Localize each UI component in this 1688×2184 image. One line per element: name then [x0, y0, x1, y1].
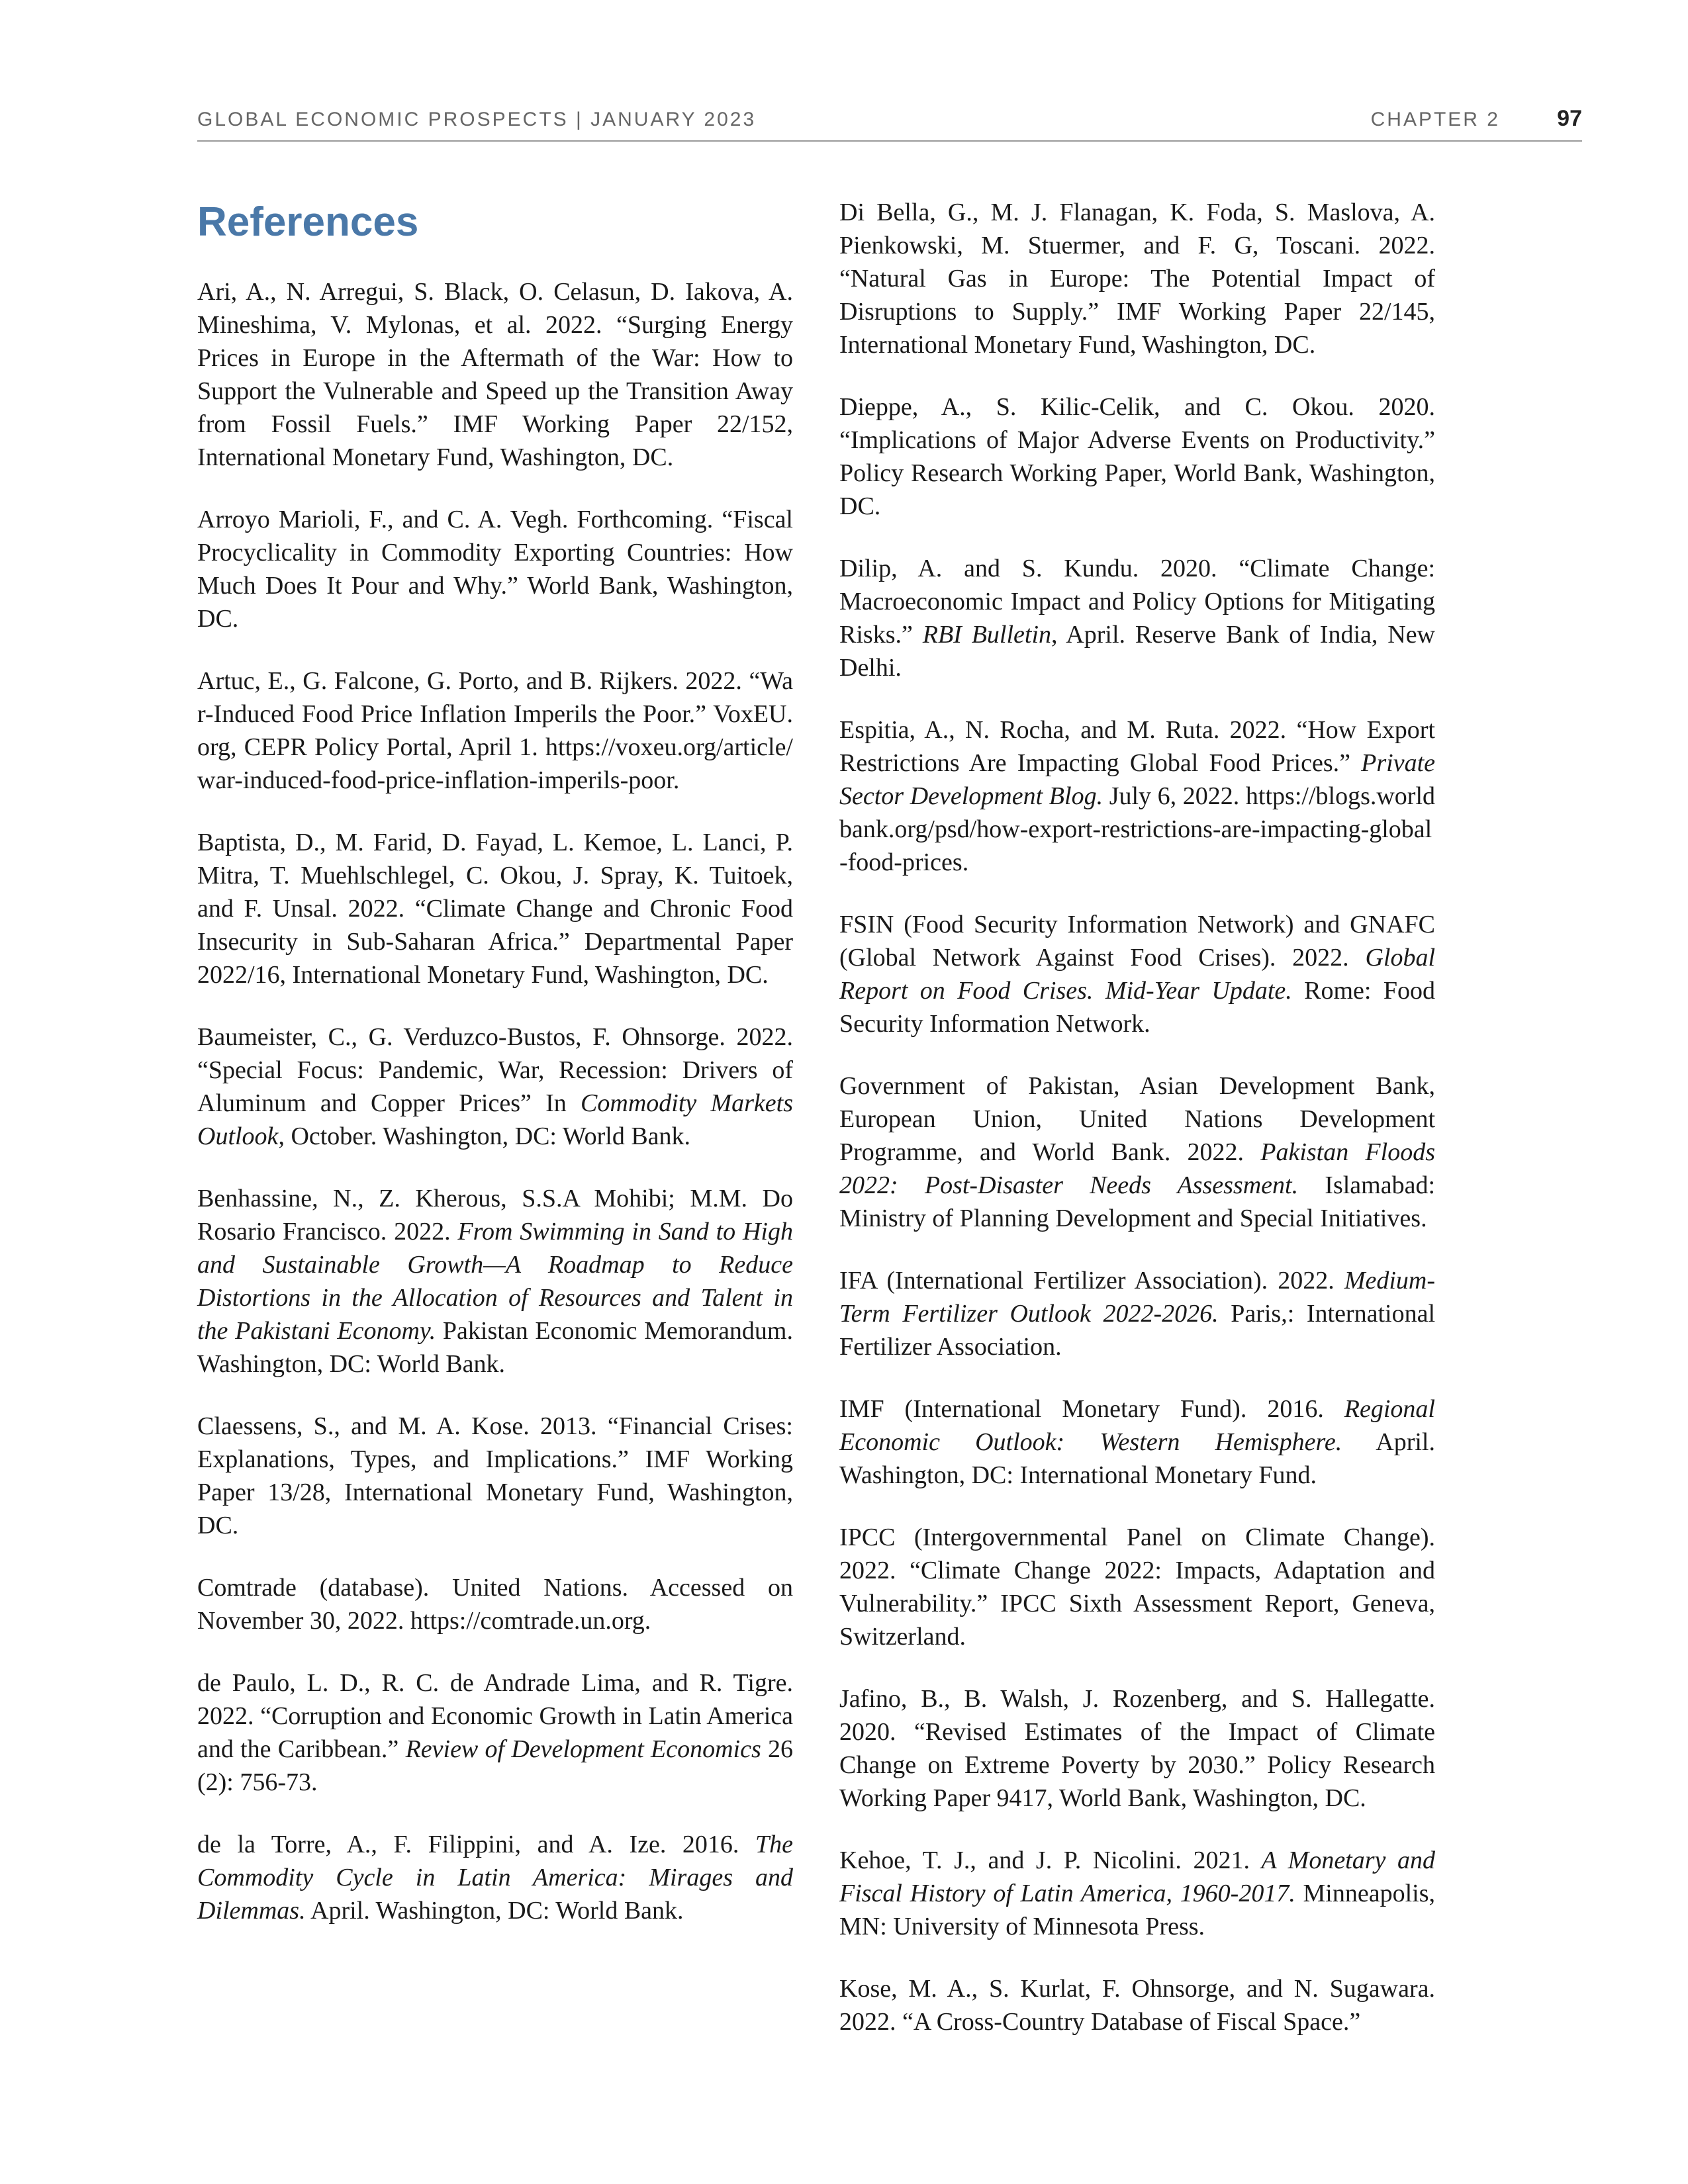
- reference-item: [839, 908, 1435, 1040]
- reference-text: Arroyo Marioli, F., and C. A. Vegh. Forthcoming. “Fiscal Procyclicality in Commodity Exporting Countries: How Much Does It Pour and Why.” World Bank, Washington, DC.: [197, 506, 793, 633]
- reference-item: [197, 1666, 793, 1799]
- reference-text: Kose, M. A., S. Kurlat, F. Ohnsorge, and N. Sugawara. 2022. “A Cross-Country Database of Fiscal Space.”: [839, 1975, 1435, 2036]
- reference-item: [839, 196, 1435, 361]
- section-title: References: [197, 199, 419, 245]
- reference-text: de Paulo, L. D., R. C. de Andrade Lima, and R. Tigre. 2022. “Corruption and Economic Growth in Latin America and the Caribbean.”: [197, 1669, 793, 1763]
- reference-text: April. Washington, DC: World Bank.: [305, 1897, 684, 1925]
- reference-title-italic: From Swimming in Sand to High and Sustainable Growth—A Roadmap to Reduce Distortions in the Allocation of Resources and Talent in the Pakistani Economy.: [197, 1218, 793, 1345]
- reference-text: Baumeister, C., G. Verduzco-Bustos, F. Ohnsorge. 2022. “Special Focus: Pandemic, War, Recession: Drivers of Aluminum and Copper Prices” In: [197, 1023, 793, 1117]
- reference-title-italic: RBI Bulletin: [922, 621, 1052, 649]
- reference-text: IMF (International Monetary Fund). 2016.: [839, 1395, 1344, 1423]
- reference-item: [197, 1571, 793, 1637]
- reference-text: Artuc, E., G. Falcone, G. Porto, and B. Rijkers. 2022. “War-Induced Food Price Inflation Imperils the Poor.” VoxEU.org, CEPR Policy Portal, April 1. https://voxeu.org/article/war-induced-food-price-inflation-imperils-poor.: [197, 667, 793, 794]
- running-header: [197, 106, 1582, 142]
- reference-item: [839, 713, 1435, 879]
- right-column: [839, 196, 1435, 2068]
- reference-text: Jafino, B., B. Walsh, J. Rozenberg, and S. Hallegatte. 2020. “Revised Estimates of the Impact of Climate Change on Extreme Poverty by 2030.” Policy Research Working Paper 9417, World Bank, Washington, DC.: [839, 1685, 1435, 1812]
- reference-item: [197, 1021, 793, 1153]
- reference-text: Minneapolis, MN: University of Minnesota Press.: [839, 1880, 1435, 1940]
- reference-title-italic: The Commodity Cycle in Latin America: Mirages and Dilemmas.: [197, 1831, 793, 1925]
- reference-text: Benhassine, N., Z. Kherous, S.S.A Mohibi; M.M. Do Rosario Francisco. 2022.: [197, 1185, 793, 1246]
- reference-item: [197, 1828, 793, 1927]
- page-number: 97: [1557, 106, 1582, 131]
- reference-text: IPCC (Intergovernmental Panel on Climate Change). 2022. “Climate Change 2022: Impacts, Adaptation and Vulnerability.” IPCC Sixth Assessment Report, Geneva, Switzerland.: [839, 1524, 1435, 1651]
- reference-item: [839, 552, 1435, 684]
- reference-item: [839, 390, 1435, 523]
- reference-item: [197, 1410, 793, 1542]
- reference-title-italic: Regional Economic Outlook: Western Hemisphere.: [839, 1395, 1435, 1456]
- reference-item: [197, 275, 793, 474]
- reference-title-italic: Global Report on Food Crises. Mid-Year Update.: [839, 944, 1435, 1005]
- reference-text: Di Bella, G., M. J. Flanagan, K. Foda, S. Maslova, A. Pienkowski, M. Stuermer, and F. G, Toscani. 2022. “Natural Gas in Europe: The Potential Impact of Disruptions to Supply.” IMF Working Paper 22/145, International Monetary Fund, Washington, DC.: [839, 199, 1435, 359]
- reference-item: [839, 1844, 1435, 1943]
- reference-item: [839, 1069, 1435, 1235]
- reference-text: July 6, 2022. https://blogs.worldbank.org/psd/how-export-restrictions-are-impacting-global-food-prices.: [839, 782, 1436, 876]
- reference-text: Rome: Food Security Information Network.: [839, 977, 1435, 1038]
- chapter-label: CHAPTER 2: [1370, 109, 1500, 130]
- reference-text: Pakistan Economic Memorandum. Washington, DC: World Bank.: [197, 1317, 793, 1378]
- reference-item: [197, 1182, 793, 1381]
- reference-text: 26 (2): 756-73.: [197, 1735, 794, 1796]
- reference-item: [839, 1521, 1435, 1653]
- publication-title: GLOBAL ECONOMIC PROSPECTS | JANUARY 2023: [197, 109, 757, 130]
- reference-item: [839, 1392, 1435, 1492]
- reference-title-italic: Medium-Term Fertilizer Outlook 2022-2026.: [839, 1267, 1435, 1328]
- reference-title-italic: Pakistan Floods 2022: Post-Disaster Needs Assessment.: [839, 1138, 1435, 1199]
- reference-title-italic: A Monetary and Fiscal History of Latin America, 1960-2017.: [839, 1846, 1435, 1907]
- reference-text: , October. Washington, DC: World Bank.: [278, 1122, 691, 1150]
- reference-item: [839, 1972, 1435, 2038]
- reference-text: IFA (International Fertilizer Association). 2022.: [839, 1267, 1344, 1295]
- reference-text: Dilip, A. and S. Kundu. 2020. “Climate Change: Macroeconomic Impact and Policy Options for Mitigating Risks.”: [839, 555, 1435, 649]
- reference-text: Baptista, D., M. Farid, D. Fayad, L. Kemoe, L. Lanci, P. Mitra, T. Muehlschlegel, C. Okou, J. Spray, K. Tuitoek, and F. Unsal. 2022. “Climate Change and Chronic Food Insecurity in Sub-Saharan Africa.” Departmental Paper 2022/16, International Monetary Fund, Washington, DC.: [197, 829, 793, 989]
- reference-text: April. Washington, DC: International Monetary Fund.: [839, 1428, 1435, 1489]
- reference-text: Espitia, A., N. Rocha, and M. Ruta. 2022. “How Export Restrictions Are Impacting Global Food Prices.”: [839, 716, 1435, 777]
- reference-item: [197, 503, 793, 635]
- reference-text: de la Torre, A., F. Filippini, and A. Ize. 2016.: [197, 1831, 755, 1858]
- reference-title-italic: Review of Development Economics: [405, 1735, 761, 1763]
- left-column: [197, 196, 793, 1956]
- reference-text: Kehoe, T. J., and J. P. Nicolini. 2021.: [839, 1846, 1262, 1874]
- reference-text: Paris,: International Fertilizer Association.: [839, 1300, 1435, 1361]
- reference-text: Comtrade (database). United Nations. Accessed on November 30, 2022. https://comtrade.un.org.: [197, 1574, 793, 1635]
- reference-item: [197, 664, 793, 797]
- reference-title-italic: Private Sector Development Blog.: [839, 749, 1435, 810]
- reference-text: FSIN (Food Security Information Network) and GNAFC (Global Network Against Food Crises). 2022.: [839, 911, 1435, 972]
- reference-text: Islamabad: Ministry of Planning Development and Special Initiatives.: [839, 1171, 1436, 1232]
- reference-item: [839, 1682, 1435, 1815]
- reference-text: Dieppe, A., S. Kilic-Celik, and C. Okou. 2020. “Implications of Major Adverse Events on Productivity.” Policy Research Working Paper, World Bank, Washington, DC.: [839, 393, 1435, 520]
- reference-text: Government of Pakistan, Asian Development Bank, European Union, United Nations Development Programme, and World Bank. 2022.: [839, 1072, 1435, 1166]
- reference-item: [197, 826, 793, 991]
- reference-text: , April. Reserve Bank of India, New Delhi.: [839, 621, 1435, 682]
- reference-item: [839, 1264, 1435, 1363]
- reference-text: Claessens, S., and M. A. Kose. 2013. “Financial Crises: Explanations, Types, and Implications.” IMF Working Paper 13/28, International Monetary Fund, Washington, DC.: [197, 1412, 793, 1539]
- reference-title-italic: Commodity Markets Outlook: [197, 1089, 794, 1150]
- reference-text: Ari, A., N. Arregui, S. Black, O. Celasun, D. Iakova, A. Mineshima, V. Mylonas, et al. 2022. “Surging Energy Prices in Europe in the Aftermath of the War: How to Support the Vulnerable and Speed up the Transition Away from Fossil Fuels.” IMF Working Paper 22/152, International Monetary Fund, Washington, DC.: [197, 278, 793, 471]
